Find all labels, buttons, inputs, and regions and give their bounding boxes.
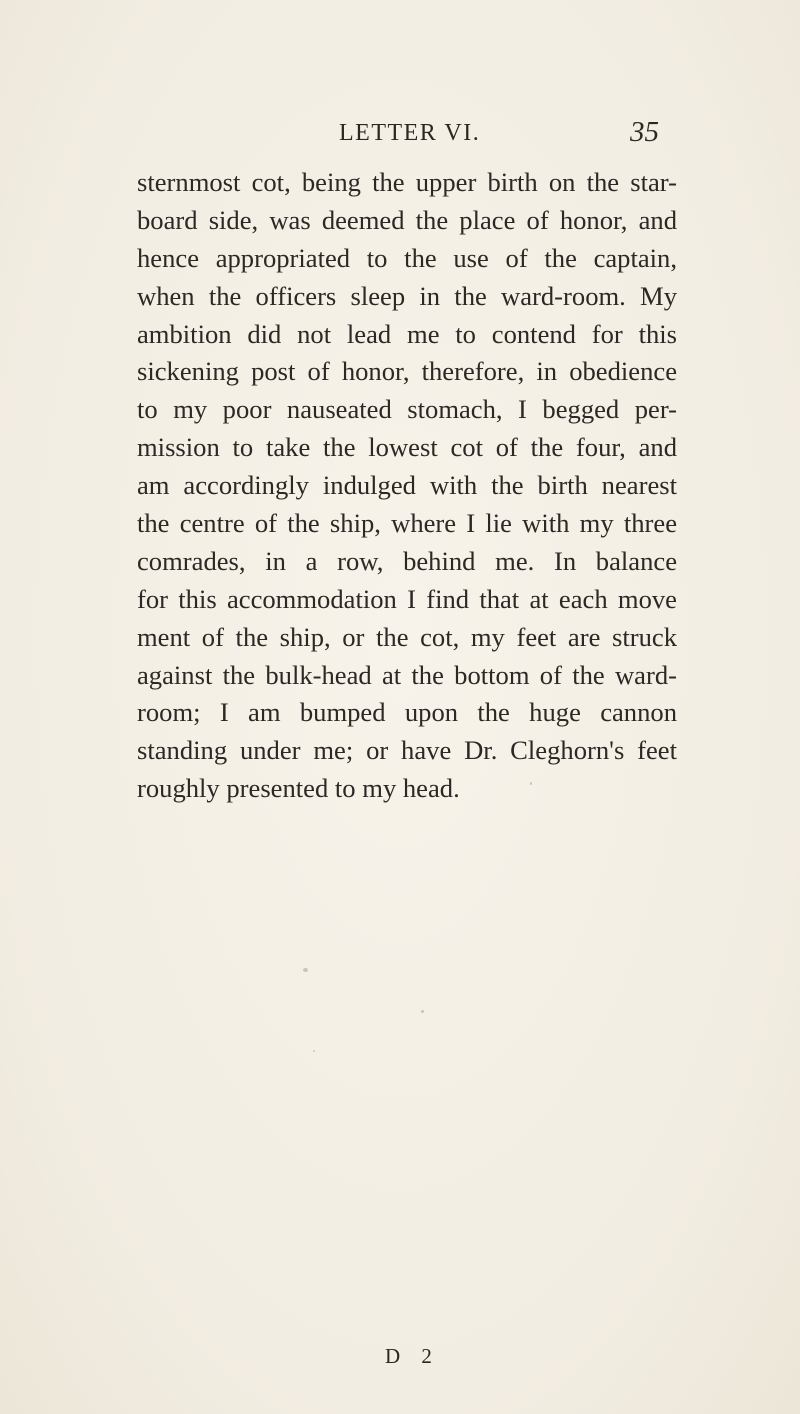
text-line: am accordingly indulged with the birth nearest	[137, 470, 677, 501]
running-title: LETTER VI.	[339, 120, 481, 146]
text-line: room; I am bumped upon the huge cannon	[137, 697, 677, 728]
signature-mark: D 2	[385, 1344, 440, 1368]
text-line: the centre of the ship, where I lie with my three	[137, 508, 677, 539]
paper-speck	[530, 782, 532, 785]
paper-speck	[313, 1050, 315, 1052]
text-line: ambition did not lead me to contend for this	[137, 318, 677, 349]
text-line: to my poor nauseated stomach, I begged per-	[137, 394, 677, 425]
text-line: roughly presented to my head.	[137, 773, 460, 804]
paper-speck	[303, 968, 308, 972]
text-line: mission to take the lowest cot of the four, and	[137, 432, 677, 463]
text-line: for this accommodation I find that at each move	[137, 583, 677, 614]
page-number: 35	[630, 116, 659, 148]
text-line: standing under me; or have Dr. Cleghorn's feet	[137, 735, 677, 766]
text-line: hence appropriated to the use of the captain,	[137, 242, 677, 273]
text-line: ment of the ship, or the cot, my feet are struck	[137, 621, 677, 652]
running-head	[0, 116, 800, 156]
paper-speck	[421, 1010, 424, 1013]
text-line: against the bulk-head at the bottom of the ward-	[137, 659, 677, 690]
text-line: comrades, in a row, behind me. In balance	[137, 545, 677, 576]
body-text	[137, 164, 677, 808]
text-line: when the officers sleep in the ward-room. My	[137, 280, 677, 311]
text-line: board side, was deemed the place of honor, and	[137, 204, 677, 235]
text-line: sternmost cot, being the upper birth on the star-	[137, 167, 677, 197]
text-line: sickening post of honor, therefore, in obedience	[137, 356, 677, 387]
